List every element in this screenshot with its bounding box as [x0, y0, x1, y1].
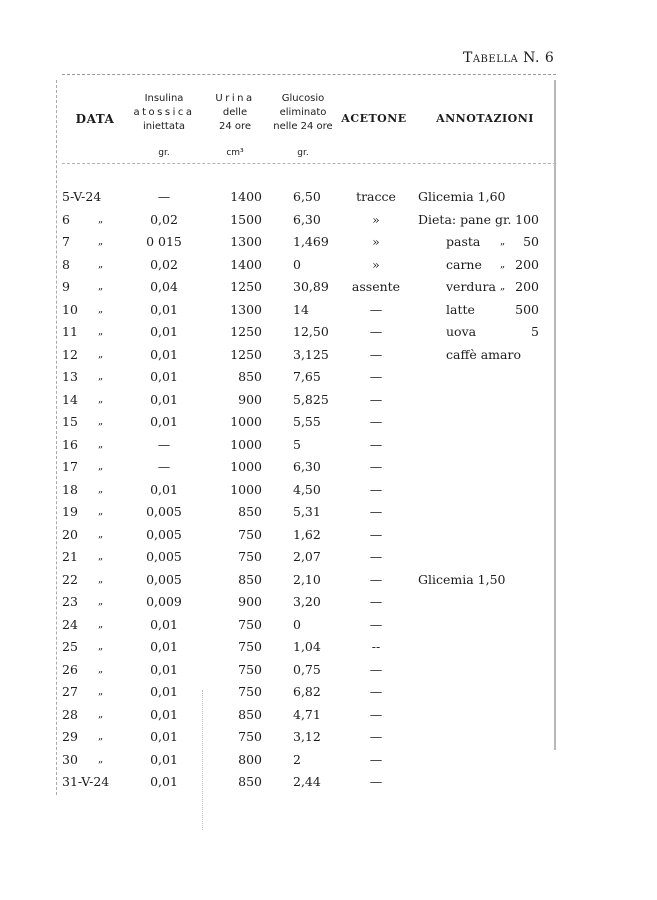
urina-cell: 850 [238, 504, 262, 519]
urina-cell: 1250 [230, 279, 262, 294]
glucosio-cell: 0 [293, 616, 301, 632]
date-cell: 7 [62, 234, 70, 249]
ditto-mark: „ [98, 528, 104, 540]
acetone-cell: — [369, 414, 383, 429]
table-row [0, 389, 657, 412]
insulina-cell: 0,009 [146, 594, 182, 609]
header-insulina-line3: iniettata [142, 121, 186, 132]
urina-cell: 1300 [230, 301, 262, 317]
ditto-mark: „ [98, 708, 104, 720]
acetone-cell: » [372, 256, 380, 272]
insulina-cell: 0 015 [146, 234, 182, 249]
acetone-cell: — [369, 481, 383, 497]
acetone-cell: — [369, 549, 383, 564]
ditto-mark: „ [98, 483, 104, 495]
acetone-cell: — [369, 661, 383, 677]
glucosio-cell: 5,55 [293, 414, 321, 429]
glucosio-cell: 2,07 [293, 549, 321, 564]
insulina-cell: 0,005 [146, 526, 182, 542]
insulina-cell: — [157, 436, 171, 452]
header-glucosio-line2: eliminato [279, 107, 327, 118]
acetone-cell: assente [351, 279, 401, 294]
date-cell: 15 [62, 414, 78, 429]
glucosio-cell: 3,12 [293, 729, 321, 744]
insulina-cell: 0,01 [150, 481, 178, 497]
acetone-cell: — [369, 751, 383, 767]
urina-cell: 1250 [230, 346, 262, 362]
table-row [0, 771, 657, 794]
ditto-mark: „ [98, 618, 104, 630]
table-row [0, 726, 657, 749]
insulina-cell: 0,01 [150, 706, 178, 722]
date-cell: 12 [62, 346, 78, 362]
header-urina-line2: delle [222, 107, 248, 118]
table-row [0, 659, 657, 682]
diet-item-name: uova [446, 324, 477, 339]
ditto-mark: „ [98, 236, 104, 247]
table-row [0, 546, 657, 569]
table-row [0, 704, 657, 727]
diet-row [0, 344, 657, 367]
ditto-mark: „ [98, 393, 104, 405]
insulina-cell: 0,01 [150, 729, 178, 744]
ditto-mark: „ [98, 348, 104, 360]
table-row [0, 591, 657, 614]
date-cell: 24 [62, 616, 78, 632]
ditto-mark: „ [98, 731, 104, 742]
header-glucosio-line3: nelle 24 ore [273, 121, 333, 132]
glucosio-cell: 0,75 [293, 661, 321, 677]
ditto-mark: „ [98, 551, 104, 562]
urina-cell: 1000 [230, 481, 262, 497]
ditto-mark: „ [98, 258, 104, 270]
header-urina [200, 92, 270, 134]
urina-cell: 750 [238, 526, 262, 542]
acetone-cell: — [369, 324, 383, 339]
acetone-cell: — [369, 346, 383, 362]
annotation-cell: Glicemia 1,50 [418, 571, 506, 587]
acetone-cell: — [369, 391, 383, 407]
header-glucosio [266, 92, 340, 134]
unit-insulina: gr. [158, 148, 170, 158]
insulina-cell: 0,005 [146, 549, 182, 564]
unit-glucosio: gr. [297, 148, 309, 158]
table-row [0, 569, 657, 592]
date-cell: 26 [62, 661, 78, 677]
date-cell: 8 [62, 256, 70, 272]
insulina-cell: 0,04 [150, 279, 178, 294]
acetone-cell: — [369, 504, 383, 519]
glucosio-cell: 12,50 [293, 324, 329, 339]
header-acetone: ACETONE [341, 112, 407, 125]
acetone-cell: — [369, 369, 383, 384]
acetone-cell: — [369, 436, 383, 452]
diet-row [0, 209, 657, 232]
diet-row [0, 276, 657, 299]
ditto-mark: „ [98, 596, 104, 607]
glucosio-cell: 1,62 [293, 526, 321, 542]
acetone-cell: tracce [356, 189, 396, 204]
glucosio-cell: 1,04 [293, 639, 321, 654]
acetone-cell: » [372, 211, 380, 227]
ditto-mark: „ [98, 753, 104, 765]
glucosio-cell: 2,44 [293, 774, 321, 789]
header-urina-line1: Urina [215, 93, 255, 104]
date-cell: 20 [62, 526, 78, 542]
table-row [0, 456, 657, 479]
urina-cell: 750 [238, 616, 262, 632]
table-row [0, 479, 657, 502]
insulina-cell: 0,01 [150, 346, 178, 362]
urina-cell: 1250 [230, 324, 262, 339]
glucosio-cell: 4,50 [293, 481, 321, 497]
urina-cell: 1500 [230, 211, 262, 227]
header-urina-line3: 24 ore [218, 121, 252, 132]
acetone-cell: — [369, 594, 383, 609]
acetone-cell: — [369, 729, 383, 744]
insulina-cell: 0,01 [150, 661, 178, 677]
glucosio-cell: 5 [293, 436, 301, 452]
header-glucosio-line1: Glucosio [281, 93, 325, 104]
acetone-cell: — [369, 526, 383, 542]
insulina-cell: 0,01 [150, 369, 178, 384]
annotation-cell: Glicemia 1,60 [418, 189, 506, 204]
ditto-mark: „ [98, 686, 104, 697]
acetone-cell: — [369, 616, 383, 632]
acetone-cell: » [372, 234, 380, 249]
ditto-mark: „ [98, 213, 104, 225]
diet-item-name: pasta [446, 234, 481, 249]
header-rule [62, 163, 556, 164]
glucosio-cell: 3,125 [293, 346, 329, 362]
urina-cell: 1000 [230, 414, 262, 429]
ditto-mark: „ [98, 416, 104, 427]
glucosio-cell: 2,10 [293, 571, 321, 587]
ditto-mark: „ [500, 236, 506, 247]
insulina-cell: 0,005 [146, 504, 182, 519]
date-cell: 28 [62, 706, 78, 722]
urina-cell: 850 [238, 774, 262, 789]
glucosio-cell: 7,65 [293, 369, 321, 384]
glucosio-cell: 6,50 [293, 189, 321, 204]
header-insulina [128, 92, 200, 134]
urina-cell: 1000 [230, 436, 262, 452]
insulina-cell: 0,01 [150, 414, 178, 429]
table-row [0, 434, 657, 457]
ditto-mark: „ [98, 506, 104, 517]
insulina-cell: 0,01 [150, 774, 178, 789]
insulina-cell: 0,02 [150, 211, 178, 227]
ditto-mark: „ [500, 281, 506, 292]
ditto-mark: „ [98, 663, 104, 675]
insulina-cell: 0,005 [146, 571, 182, 587]
date-cell: 17 [62, 459, 78, 474]
ditto-mark: „ [98, 573, 104, 585]
date-cell: 19 [62, 504, 78, 519]
urina-cell: 850 [238, 369, 262, 384]
date-cell: 22 [62, 571, 78, 587]
date-cell: 13 [62, 369, 78, 384]
ditto-mark: „ [98, 641, 104, 652]
date-cell: 29 [62, 729, 78, 744]
date-cell: 25 [62, 639, 78, 654]
ditto-mark: „ [98, 326, 104, 337]
date-cell: 6 [62, 211, 70, 227]
page-label: Tabella N. 6 [463, 50, 555, 66]
urina-cell: 750 [238, 684, 262, 699]
date-cell: 9 [62, 279, 70, 294]
insulina-cell: 0,01 [150, 324, 178, 339]
acetone-cell: — [369, 571, 383, 587]
ditto-mark: „ [98, 303, 104, 315]
insulina-cell: 0,01 [150, 391, 178, 407]
acetone-cell: — [369, 459, 383, 474]
urina-cell: 1000 [230, 459, 262, 474]
diet-item-name: latte [446, 301, 475, 317]
insulina-cell: 0,02 [150, 256, 178, 272]
urina-cell: 850 [238, 706, 262, 722]
insulina-cell: 0,01 [150, 751, 178, 767]
diet-pane-value: 100 [515, 211, 539, 227]
diet-item-name: carne [446, 256, 482, 272]
urina-cell: 900 [238, 391, 262, 407]
date-cell: 10 [62, 301, 78, 317]
diet-row [0, 254, 657, 277]
urina-cell: 750 [238, 639, 262, 654]
urina-cell: 850 [238, 571, 262, 587]
table-row [0, 501, 657, 524]
date-cell: 30 [62, 751, 78, 767]
diet-item-value: 200 [515, 256, 539, 272]
date-cell: 11 [62, 324, 78, 339]
urina-cell: 900 [238, 594, 262, 609]
table-row [0, 411, 657, 434]
insulina-cell: — [157, 459, 171, 474]
table-row [0, 614, 657, 637]
glucosio-cell: 4,71 [293, 706, 321, 722]
date-cell: 27 [62, 684, 78, 699]
glucosio-cell: 14 [293, 301, 309, 317]
date-cell: 23 [62, 594, 78, 609]
diet-item-value: 200 [515, 279, 539, 294]
insulina-cell: 0,01 [150, 616, 178, 632]
table-row [0, 524, 657, 547]
date-cell: 21 [62, 549, 78, 564]
diet-row [0, 231, 657, 254]
urina-cell: 750 [238, 661, 262, 677]
urina-cell: 750 [238, 729, 262, 744]
date-cell: 16 [62, 436, 78, 452]
glucosio-cell: 0 [293, 256, 301, 272]
date-cell: 5-V-24 [62, 189, 102, 204]
urina-cell: 750 [238, 549, 262, 564]
acetone-cell: — [369, 301, 383, 317]
insulina-cell: 0,01 [150, 684, 178, 699]
insulina-cell: 0,01 [150, 301, 178, 317]
glucosio-cell: 6,30 [293, 459, 321, 474]
insulina-cell: 0,01 [150, 639, 178, 654]
diet-row [0, 299, 657, 322]
glucosio-cell: 1,469 [293, 234, 329, 249]
urina-cell: 1400 [230, 256, 262, 272]
insulina-cell: — [157, 189, 171, 204]
diet-item-value: 5 [531, 324, 539, 339]
urina-cell: 800 [238, 751, 262, 767]
table-row [0, 681, 657, 704]
urina-cell: 1300 [230, 234, 262, 249]
glucosio-cell: 2 [293, 751, 301, 767]
header-insulina-line1: Insulina [144, 93, 184, 104]
ditto-mark: „ [98, 438, 104, 450]
header-insulina-line2: atossica [133, 107, 195, 118]
glucosio-cell: 5,825 [293, 391, 329, 407]
unit-urina: cm³ [226, 148, 244, 158]
diet-item-value: 500 [515, 301, 539, 317]
diet-item-name: caffè amaro [446, 346, 521, 362]
acetone-cell: — [369, 774, 383, 789]
ditto-mark: „ [98, 371, 104, 382]
diet-item-value: 50 [523, 234, 539, 249]
table-row [0, 749, 657, 772]
header-data: DATA [75, 112, 115, 126]
glucosio-cell: 6,30 [293, 211, 321, 227]
urina-cell: 1400 [230, 189, 262, 204]
table-row [0, 636, 657, 659]
ditto-mark: „ [500, 258, 506, 270]
date-cell: 18 [62, 481, 78, 497]
acetone-cell: — [369, 706, 383, 722]
table-row [0, 186, 657, 209]
glucosio-cell: 30,89 [293, 279, 329, 294]
top-rule [62, 74, 556, 75]
ditto-mark: „ [98, 281, 104, 292]
diet-notes [0, 209, 657, 367]
table-row [0, 366, 657, 389]
acetone-cell: — [369, 684, 383, 699]
glucosio-cell: 6,82 [293, 684, 321, 699]
ditto-mark: „ [98, 461, 104, 472]
glucosio-cell: 5,31 [293, 504, 321, 519]
diet-item-name: verdura [446, 279, 496, 294]
acetone-cell: -- [371, 639, 381, 654]
date-cell: 31-V-24 [62, 774, 110, 789]
date-cell: 14 [62, 391, 78, 407]
glucosio-cell: 3,20 [293, 594, 321, 609]
diet-label: Dieta: pane gr. [418, 211, 512, 227]
header-annotazioni: ANNOTAZIONI [436, 112, 534, 125]
diet-row [0, 321, 657, 344]
